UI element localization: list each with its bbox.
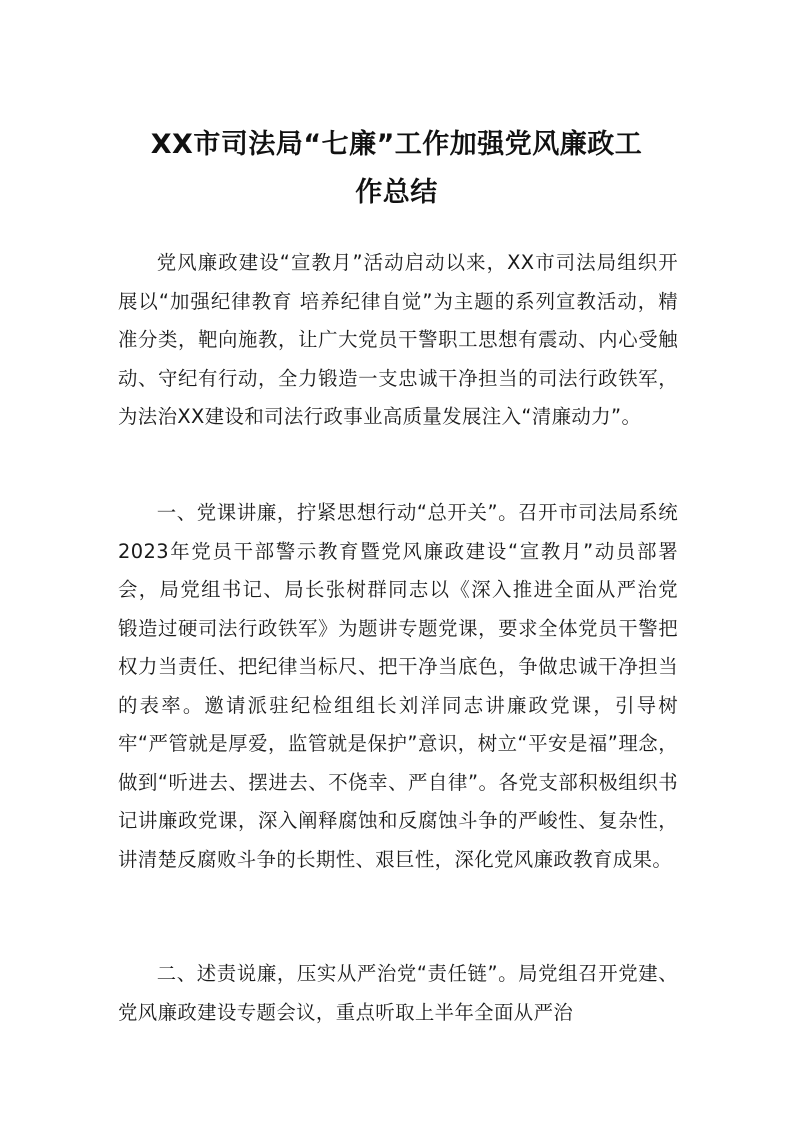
paragraph-section-2: 二、述责说廉，压实从严治党“责任链”。局党组召开党建、党风廉政建设专题会议，重点听取上半年全面从严治 — [118, 962, 678, 1024]
document-title-line-1: XX市司法局“七廉”工作加强党风廉政工 — [150, 129, 643, 160]
document-title-line-2: 作总结 — [355, 177, 438, 208]
paragraph-intro: 党风廉政建设“宣教月”活动启动以来，XX市司法局组织开展以“加强纪律教育 培养纪律自觉”为主题的系列宣教活动，精准分类，靶向施教，让广大党员干警职工思想有震动、内心受触动、守纪有行动，全力锻造一支忠诚干净担当的司法行政铁军，为法治XX建设和司法行政事业高质量发展注入“清廉动力”。 — [118, 251, 678, 428]
paragraph-section-1: 一、党课讲廉，拧紧思想行动“总开关”。召开市司法局系统2023年党员干部警示教育暨党风廉政建设“宣教月”动员部署会，局党组书记、局长张树群同志以《深入推进全面从严治党 锻造过硬司法行政铁军》为题讲专题党课，要求全体党员干警把权力当责任、把纪律当标尺、把干净当底色，争做忠诚干净担当的表率。邀请派驻纪检组组长刘洋同志讲廉政党课，引导树牢“严管就是厚爱，监管就是保护”意识，树立“平安是福”理念，做到“听进去、摆进去、不侥幸、严自律”。各党支部积极组织书记讲廉政党课，深入阐释腐蚀和反腐蚀斗争的严峻性、复杂性，讲清楚反腐败斗争的长期性、艰巨性，深化党风廉政教育成果。 — [118, 501, 678, 871]
